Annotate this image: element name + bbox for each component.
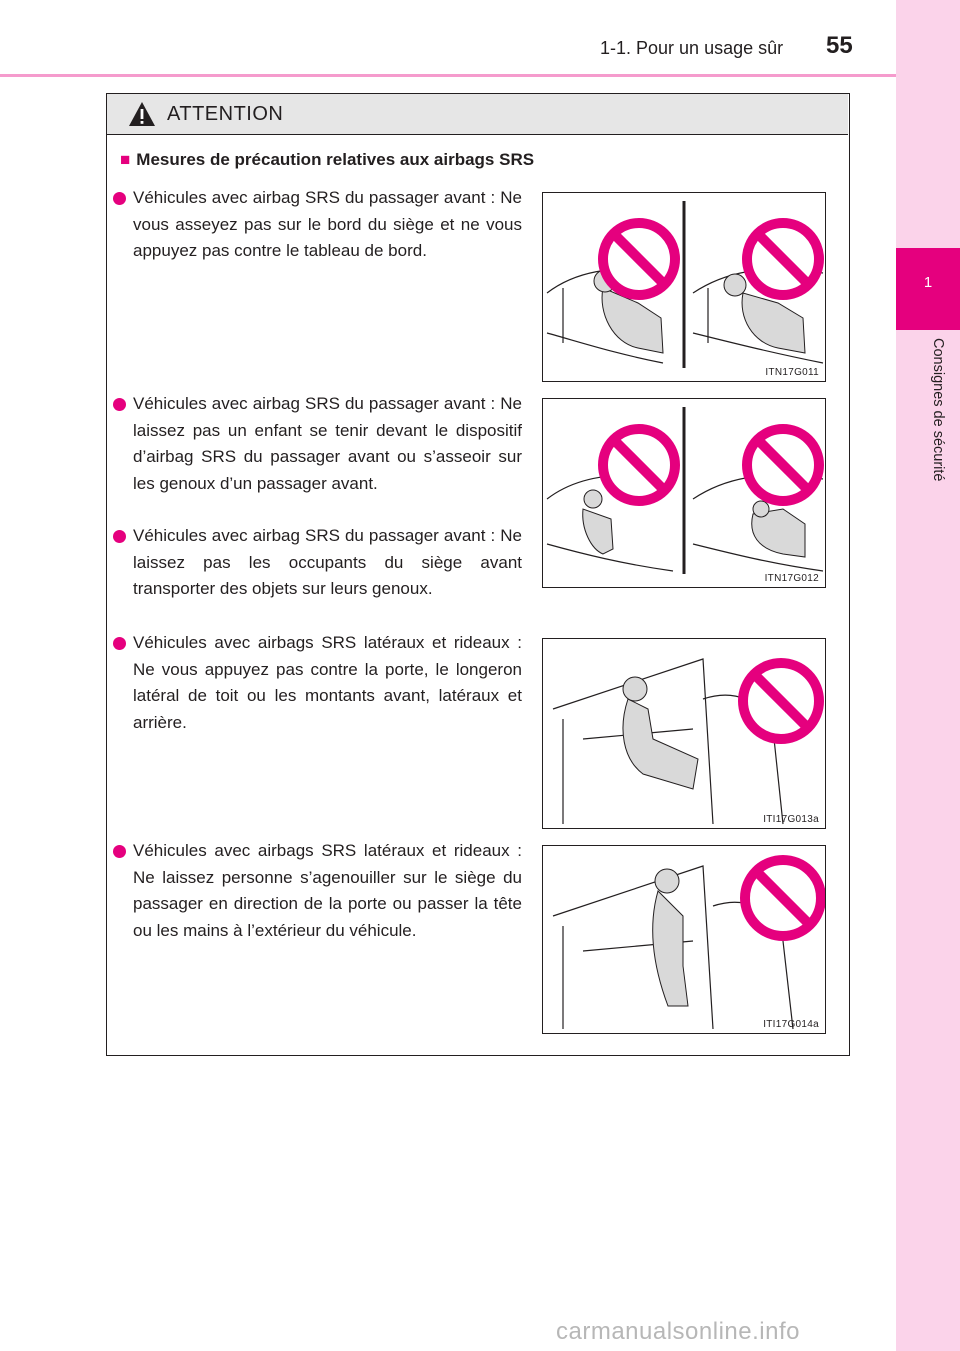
running-header: 1-1. Pour un usage sûr <box>600 38 784 58</box>
prohibition-sign-icon <box>603 429 675 501</box>
prohibition-sign-icon <box>747 223 819 295</box>
child-passenger-illustration <box>543 399 826 588</box>
figure-code: ITI17G013a <box>763 814 819 825</box>
list-item <box>133 185 522 265</box>
section-title-text: Mesures de précaution relatives aux airbags SRS <box>136 150 535 169</box>
list-item-text: Véhicules avec airbag SRS du passager avant : Ne vous asseyez pas sur le bord du siège et ne vous appuyez pas contre le tableau de bord. <box>133 188 522 260</box>
square-bullet-icon: ■ <box>120 150 131 169</box>
list-item <box>133 838 522 944</box>
bullet-dot-icon <box>113 530 126 543</box>
section-title <box>120 150 534 170</box>
list-item-text: Véhicules avec airbag SRS du passager avant : Ne laissez pas les occupants du siège avant transporter des objets sur leurs genoux. <box>133 526 522 598</box>
list-item <box>133 391 522 497</box>
watermark-text: carmanualsonline.info <box>556 1318 800 1345</box>
page-number: 55 <box>826 32 853 59</box>
figure-code: ITN17G012 <box>764 573 819 584</box>
list-item-text: Véhicules avec airbags SRS latéraux et rideaux : Ne laissez personne s’agenouiller sur le siège du passager en direction de la porte ou passer la tête ou les mains à l’extérieur du véhicule. <box>133 841 522 940</box>
bullet-dot-icon <box>113 192 126 205</box>
illustration-sitting-on-edge <box>542 192 826 382</box>
prohibition-sign-icon <box>603 223 675 295</box>
attention-banner <box>107 94 848 135</box>
list-item <box>133 630 522 736</box>
warning-triangle-icon <box>127 100 157 128</box>
illustration-child-in-front <box>542 398 826 588</box>
passenger-leaning-illustration <box>543 193 826 382</box>
kneeling-passenger-illustration <box>543 846 826 1034</box>
prohibition-sign-icon <box>745 860 821 936</box>
chapter-number: 1 <box>923 274 933 291</box>
header-rule <box>0 74 896 77</box>
figure-code: ITN17G011 <box>765 367 819 378</box>
chapter-sidebar <box>896 0 960 1351</box>
list-item <box>133 523 522 603</box>
bullet-dot-icon <box>113 637 126 650</box>
list-item-text: Véhicules avec airbags SRS latéraux et rideaux : Ne vous appuyez pas contre la porte, le longeron latéral de toit ou les montants avant, latéraux et arrière. <box>133 633 522 732</box>
chapter-title: Consignes de sécurité <box>930 338 946 482</box>
prohibition-sign-icon <box>747 429 819 501</box>
illustration-leaning-on-door <box>542 638 826 829</box>
attention-label: ATTENTION <box>167 103 284 125</box>
list-item-text: Véhicules avec airbag SRS du passager avant : Ne laissez pas un enfant se tenir devant le dispositif d’airbag SRS du passager avant ou s’asseoir sur les genoux d’un passager avant. <box>133 394 522 493</box>
figure-code: ITI17G014a <box>763 1019 819 1030</box>
side-airbag-leaning-illustration <box>543 639 826 829</box>
bullet-dot-icon <box>113 845 126 858</box>
illustration-kneeling-on-seat <box>542 845 826 1034</box>
bullet-dot-icon <box>113 398 126 411</box>
prohibition-sign-icon <box>743 663 819 739</box>
